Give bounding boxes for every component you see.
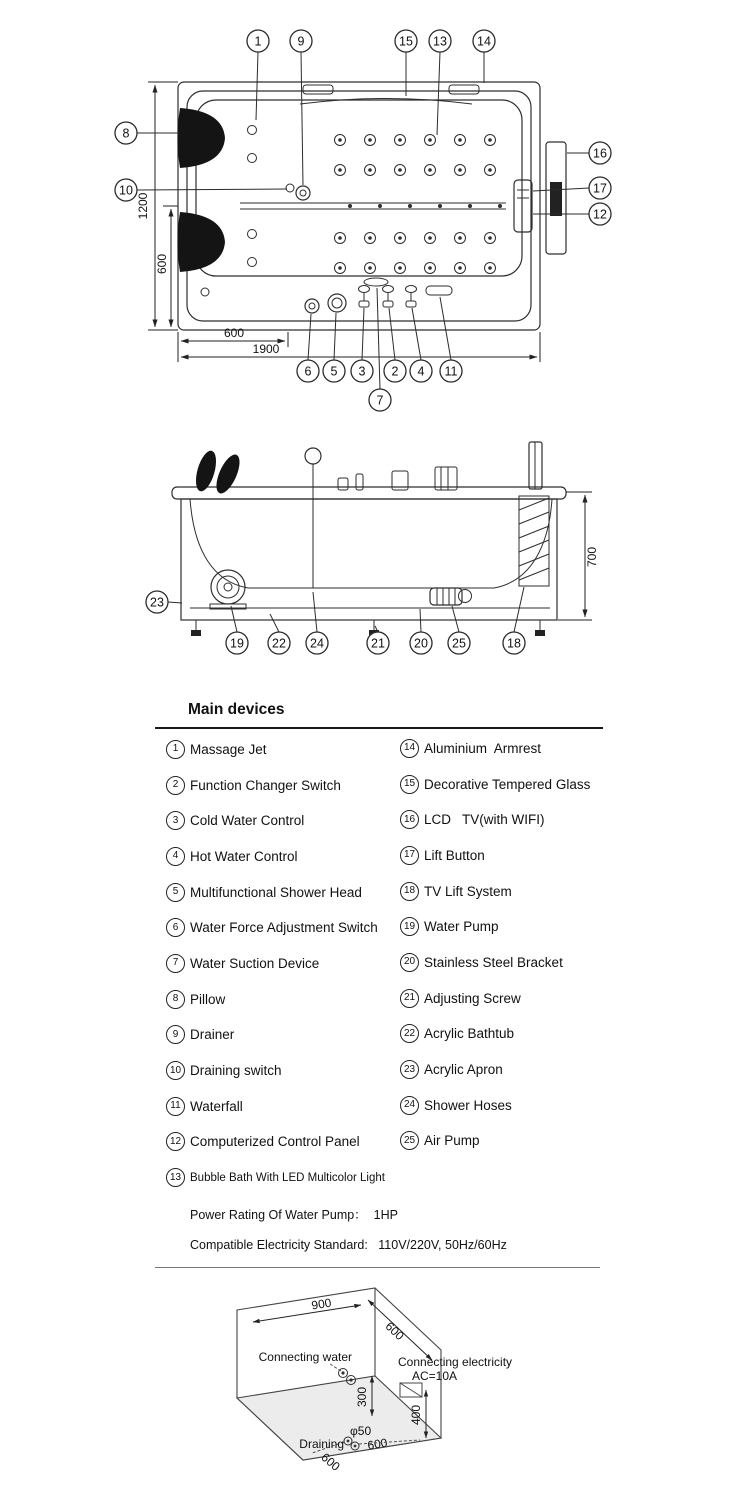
- item-label: Cold Water Control: [190, 813, 305, 829]
- item-number-badge: 24: [400, 1096, 419, 1115]
- item-label: LCD TV(with WIFI): [424, 812, 545, 828]
- callout-11: [440, 297, 462, 382]
- legend-item: [166, 981, 398, 1017]
- tub-side-outline: [172, 487, 566, 620]
- callout-5: [323, 313, 345, 382]
- item-number-badge: 2: [166, 776, 185, 795]
- item-number-badge: 15: [400, 775, 419, 794]
- dim-600-bottom: 600: [223, 326, 245, 340]
- installation-diagram: [0, 1270, 750, 1500]
- callout-3: [351, 308, 373, 382]
- legend-item: [166, 1088, 398, 1124]
- legend-item: [400, 909, 603, 945]
- svg-text:9: 9: [297, 34, 305, 49]
- callout-24: [306, 592, 328, 654]
- item-label: Computerized Control Panel: [190, 1134, 360, 1150]
- svg-text:11: 11: [444, 364, 458, 379]
- legend-item: [166, 1124, 398, 1160]
- svg-text:5: 5: [330, 364, 338, 379]
- item-number-badge: 12: [166, 1132, 185, 1151]
- callout-6: [297, 314, 319, 382]
- item-number-badge: 18: [400, 882, 419, 901]
- item-label: Adjusting Screw: [424, 990, 521, 1006]
- drainer: [286, 184, 310, 200]
- side-view-dimensions: [558, 492, 599, 620]
- svg-text:2: 2: [391, 364, 399, 379]
- electricity-connection: [398, 1355, 512, 1397]
- svg-text:25: 25: [452, 636, 466, 651]
- svg-text:20: 20: [414, 636, 428, 651]
- svg-text:19: 19: [230, 636, 244, 651]
- item-number-badge: 23: [400, 1060, 419, 1079]
- item-label: Water Force Adjustment Switch: [190, 920, 378, 936]
- item-number-badge: 20: [400, 953, 419, 972]
- item-label: Stainless Steel Bracket: [424, 954, 563, 970]
- svg-text:24: 24: [310, 636, 324, 651]
- svg-text:15: 15: [399, 34, 413, 49]
- item-number-badge: 19: [400, 917, 419, 936]
- connecting-water-label: Connecting water: [258, 1350, 352, 1364]
- item-number-badge: 3: [166, 811, 185, 830]
- legend-item: [400, 1016, 603, 1052]
- item-number-badge: 16: [400, 810, 419, 829]
- callout-1: [247, 30, 269, 120]
- item-label: Massage Jet: [190, 741, 267, 757]
- tub-outline: [178, 82, 540, 330]
- legend-item: [166, 910, 398, 946]
- item-number-badge: 17: [400, 846, 419, 865]
- legend-item: [166, 946, 398, 982]
- svg-text:4: 4: [417, 364, 425, 379]
- item-number-badge: 10: [166, 1061, 185, 1080]
- item-label: Water Pump: [424, 919, 499, 935]
- svg-text:14: 14: [477, 34, 491, 49]
- svg-text:18: 18: [507, 636, 521, 651]
- svg-text:7: 7: [376, 393, 384, 408]
- deck-controls: [305, 278, 452, 313]
- legend-item: [400, 766, 603, 802]
- item-label: Acrylic Bathtub: [424, 1026, 515, 1042]
- callout-2: [384, 308, 406, 382]
- item-label: Decorative Tempered Glass: [424, 776, 591, 792]
- svg-text:12: 12: [593, 207, 607, 222]
- draining-label: Draining: [299, 1437, 344, 1451]
- item-number-badge: 6: [166, 918, 185, 937]
- callout-15: [395, 30, 417, 96]
- item-number-badge: 11: [166, 1097, 185, 1116]
- air-pump: [430, 588, 472, 605]
- legend-item: [400, 1087, 603, 1123]
- dim-400: 400: [409, 1404, 423, 1426]
- feet: [191, 620, 545, 636]
- item-number-badge: 9: [166, 1025, 185, 1044]
- legend-item: [166, 1017, 398, 1053]
- callout-7: [369, 288, 391, 411]
- dim-1200: 1200: [136, 192, 150, 220]
- power-rating-note: Power Rating Of Water Pump： 1HP: [190, 1208, 398, 1222]
- tv-lift-system: [519, 442, 549, 586]
- item-number-badge: 1: [166, 740, 185, 759]
- legend-item: [400, 945, 603, 981]
- main-devices-legend: [155, 700, 603, 1189]
- pillows-side: [192, 448, 244, 496]
- callout-23: [146, 591, 182, 613]
- item-number-badge: 5: [166, 883, 185, 902]
- item-label: Draining switch: [190, 1063, 282, 1079]
- legend-item: [166, 803, 398, 839]
- callout-12: [533, 203, 611, 225]
- legend-item: [400, 802, 603, 838]
- svg-text:8: 8: [122, 126, 130, 141]
- dim-700: 700: [585, 546, 599, 568]
- svg-text:17: 17: [593, 181, 607, 196]
- item-number-badge: 25: [400, 1131, 419, 1150]
- shower-hose: [305, 448, 321, 588]
- legend-item: [166, 839, 398, 875]
- svg-text:13: 13: [433, 34, 447, 49]
- legend-title: Main devices: [188, 701, 285, 718]
- legend-item: [400, 980, 603, 1016]
- item-label: Drainer: [190, 1027, 235, 1043]
- item-number-badge: 22: [400, 1024, 419, 1043]
- dim-1900: 1900: [252, 342, 280, 356]
- item-label: Bubble Bath With LED Multicolor Light: [190, 1171, 385, 1184]
- section-divider: [155, 1267, 600, 1268]
- massage-jets: [201, 126, 502, 297]
- svg-text:16: 16: [593, 146, 607, 161]
- legend-item: [166, 874, 398, 910]
- svg-text:22: 22: [272, 636, 286, 651]
- svg-text:23: 23: [150, 595, 164, 610]
- legend-column-right: [400, 731, 603, 1159]
- item-label: Lift Button: [424, 847, 485, 863]
- legend-item: [400, 838, 603, 874]
- callout-9: [290, 30, 312, 185]
- item-number-badge: 13: [166, 1168, 185, 1187]
- lcd-tv: [546, 142, 566, 254]
- legend-column-left: [166, 732, 398, 1196]
- item-label: Air Pump: [424, 1133, 480, 1149]
- item-label: Hot Water Control: [190, 848, 298, 864]
- item-number-badge: 14: [400, 739, 419, 758]
- legend-item: [400, 873, 603, 909]
- ac-rating-label: AC=10A: [412, 1369, 458, 1383]
- item-label: Aluminium Armrest: [424, 740, 542, 756]
- legend-item: [166, 732, 398, 768]
- dim-600-floor-front: 600: [318, 1450, 343, 1474]
- item-label: Water Suction Device: [190, 955, 320, 971]
- item-label: TV Lift System: [424, 883, 512, 899]
- callout-25: [448, 606, 470, 654]
- callout-19: [226, 606, 248, 654]
- callout-17: [533, 177, 611, 199]
- callout-16: [567, 142, 611, 164]
- drain-diameter-label: φ50: [350, 1424, 372, 1438]
- dim-600-floor-right: 600: [366, 1435, 389, 1453]
- legend-item: [400, 1052, 603, 1088]
- item-label: Acrylic Apron: [424, 1062, 503, 1078]
- item-label: Function Changer Switch: [190, 777, 341, 793]
- item-number-badge: 7: [166, 954, 185, 973]
- item-label: Waterfall: [190, 1098, 243, 1114]
- legend-item: [166, 767, 398, 803]
- callout-20: [410, 609, 432, 654]
- dim-300: 300: [355, 1386, 369, 1408]
- callout-14: [473, 30, 495, 83]
- legend-item: [400, 1123, 603, 1159]
- item-number-badge: 8: [166, 990, 185, 1009]
- item-label: Shower Hoses: [424, 1097, 512, 1113]
- item-label: Pillow: [190, 991, 226, 1007]
- dim-600-left: 600: [155, 253, 169, 275]
- svg-text:3: 3: [358, 364, 366, 379]
- control-panel: [514, 180, 532, 232]
- svg-text:1: 1: [254, 34, 262, 49]
- item-label: Multifunctional Shower Head: [190, 884, 362, 900]
- callout-8: [115, 122, 179, 144]
- dim-900: 900: [310, 1295, 333, 1313]
- legend-item: [166, 1053, 398, 1089]
- legend-item: [400, 731, 603, 767]
- item-number-badge: 21: [400, 989, 419, 1008]
- electricity-standard-note: Compatible Electricity Standard: 110V/220V, 50Hz/60Hz: [190, 1238, 507, 1252]
- dim-600-wall: 600: [382, 1319, 407, 1344]
- svg-text:10: 10: [119, 183, 133, 198]
- side-view-diagram: [0, 430, 750, 670]
- connecting-electricity-label: Connecting electricity: [398, 1355, 513, 1369]
- top-view-diagram: [0, 0, 750, 430]
- water-pump: [210, 570, 246, 609]
- svg-text:6: 6: [304, 364, 312, 379]
- callout-4: [410, 308, 432, 382]
- item-number-badge: 4: [166, 847, 185, 866]
- legend-item: [166, 1160, 398, 1196]
- svg-text:21: 21: [371, 636, 385, 651]
